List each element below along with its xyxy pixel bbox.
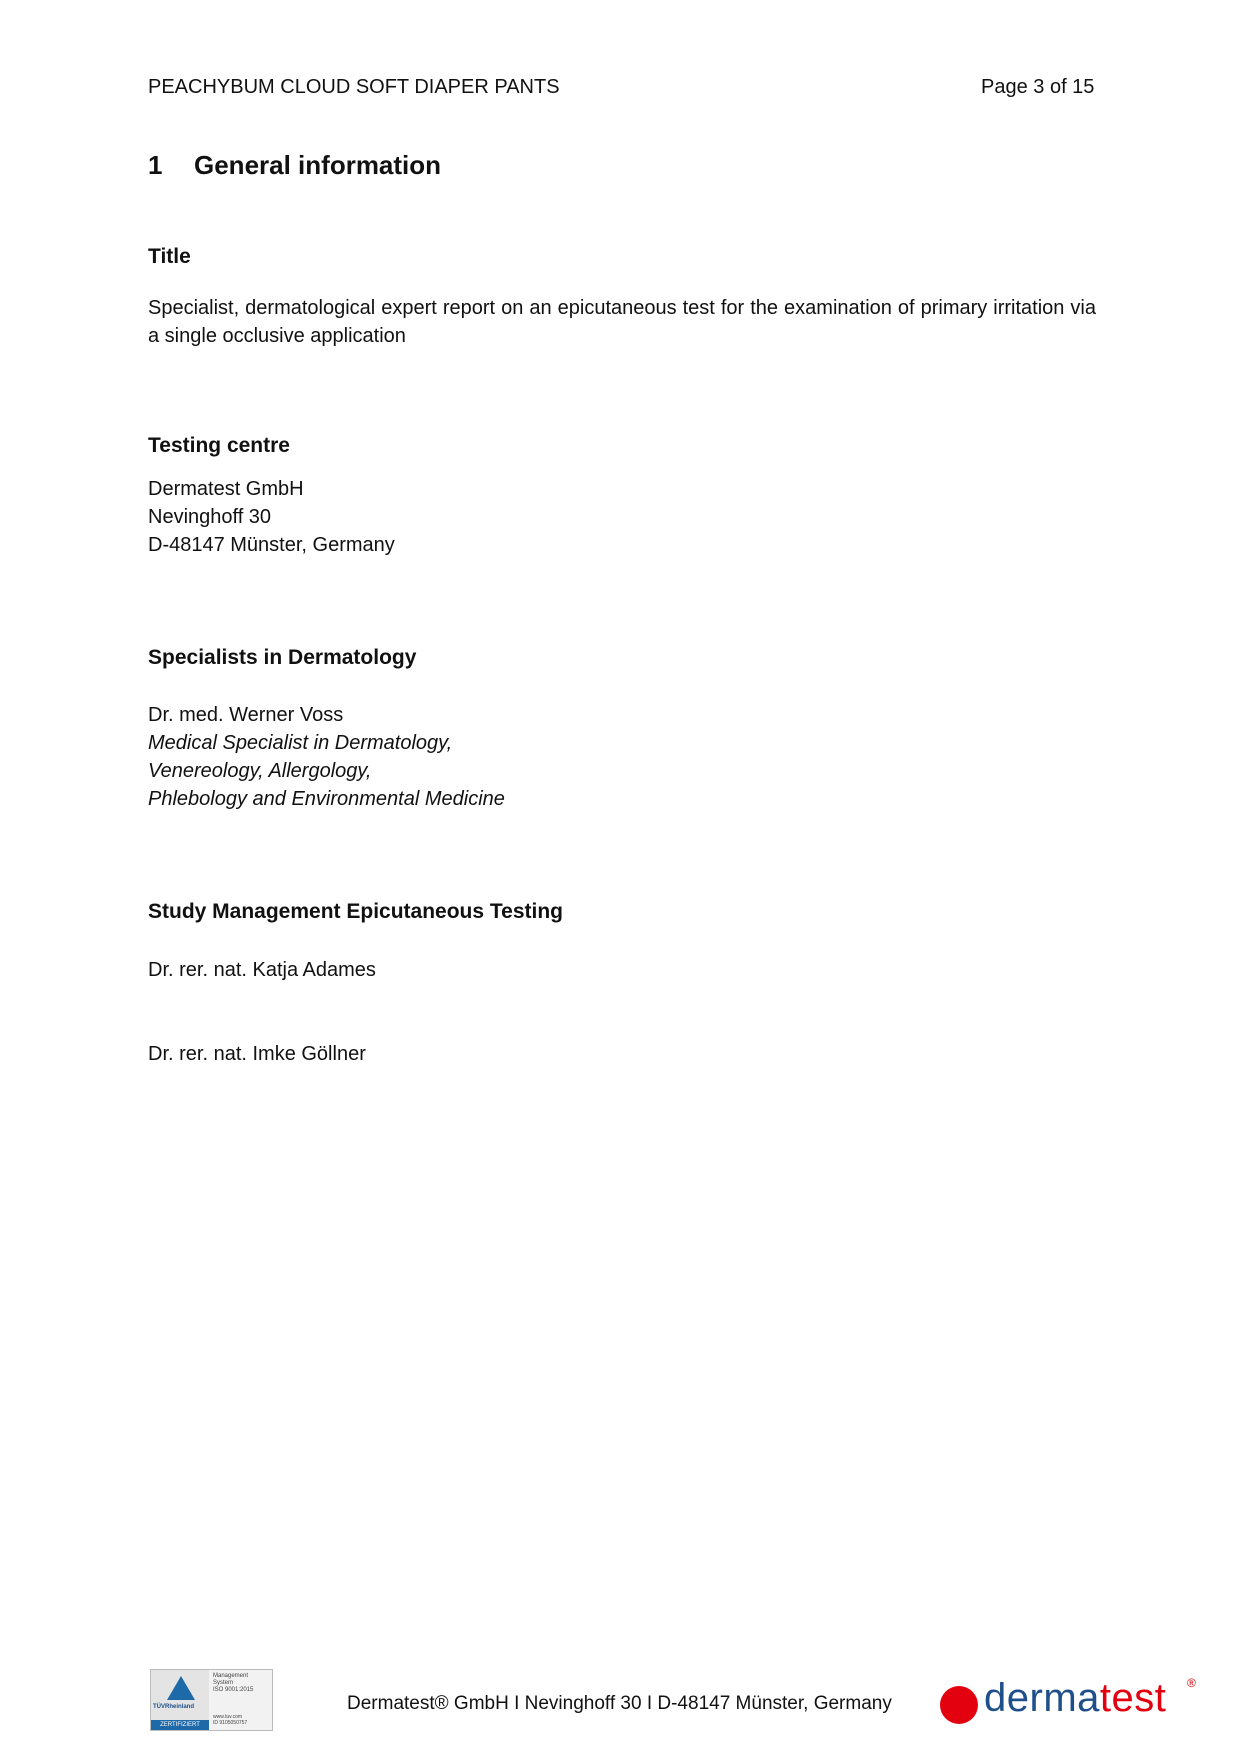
logo-dot-icon xyxy=(940,1686,978,1724)
specialist-role: Venereology, Allergology, xyxy=(148,760,372,782)
logo-text-part1: derma xyxy=(984,1676,1100,1720)
specialists-heading: Specialists in Dermatology xyxy=(148,646,417,669)
logo-text-part2: test xyxy=(1099,1676,1167,1720)
tuv-triangle-icon xyxy=(167,1676,195,1700)
document-title: PEACHYBUM CLOUD SOFT DIAPER PANTS xyxy=(148,76,560,98)
tuv-system-line: Management xyxy=(213,1673,249,1679)
page-number: Page 3 of 15 xyxy=(981,76,1095,98)
specialist-name: Dr. med. Werner Voss xyxy=(148,704,344,726)
study-manager-name: Dr. rer. nat. Imke Göllner xyxy=(148,1043,366,1065)
study-manager-name: Dr. rer. nat. Katja Adames xyxy=(148,959,376,981)
title-text: Specialist, dermatological expert report on an epicutaneous test for the examination of primary irritation via a single occlusive application xyxy=(148,297,1096,347)
tuv-url: www.tuv.com xyxy=(213,1714,243,1720)
testing-centre-line: D-48147 Münster, Germany xyxy=(148,534,395,556)
testing-centre-line: Dermatest GmbH xyxy=(148,478,304,500)
specialist-role: Medical Specialist in Dermatology, xyxy=(148,732,453,754)
section-title: General information xyxy=(194,150,442,180)
logo-registered-mark: ® xyxy=(1187,1676,1196,1690)
tuv-system-line: System xyxy=(213,1680,234,1686)
tuv-system-line: ISO 9001:2015 xyxy=(213,1687,254,1693)
tuv-id: ID 9105050757 xyxy=(213,1720,248,1726)
tuv-certified-label: ZERTIFIZIERT xyxy=(151,1720,209,1730)
specialist-role: Phlebology and Environmental Medicine xyxy=(148,788,505,810)
footer-address: Dermatest® GmbH I Nevinghoff 30 I D-48147 Münster, Germany xyxy=(347,1693,892,1714)
title-heading: Title xyxy=(148,245,191,268)
section-heading xyxy=(148,150,441,181)
tuv-certification-badge xyxy=(150,1669,273,1731)
testing-centre-line: Nevinghoff 30 xyxy=(148,506,272,528)
section-number: 1 xyxy=(148,150,163,180)
study-management-heading: Study Management Epicutaneous Testing xyxy=(148,900,563,923)
tuv-brand: TÜVRheinland xyxy=(153,1704,195,1710)
testing-centre-heading: Testing centre xyxy=(148,434,290,457)
